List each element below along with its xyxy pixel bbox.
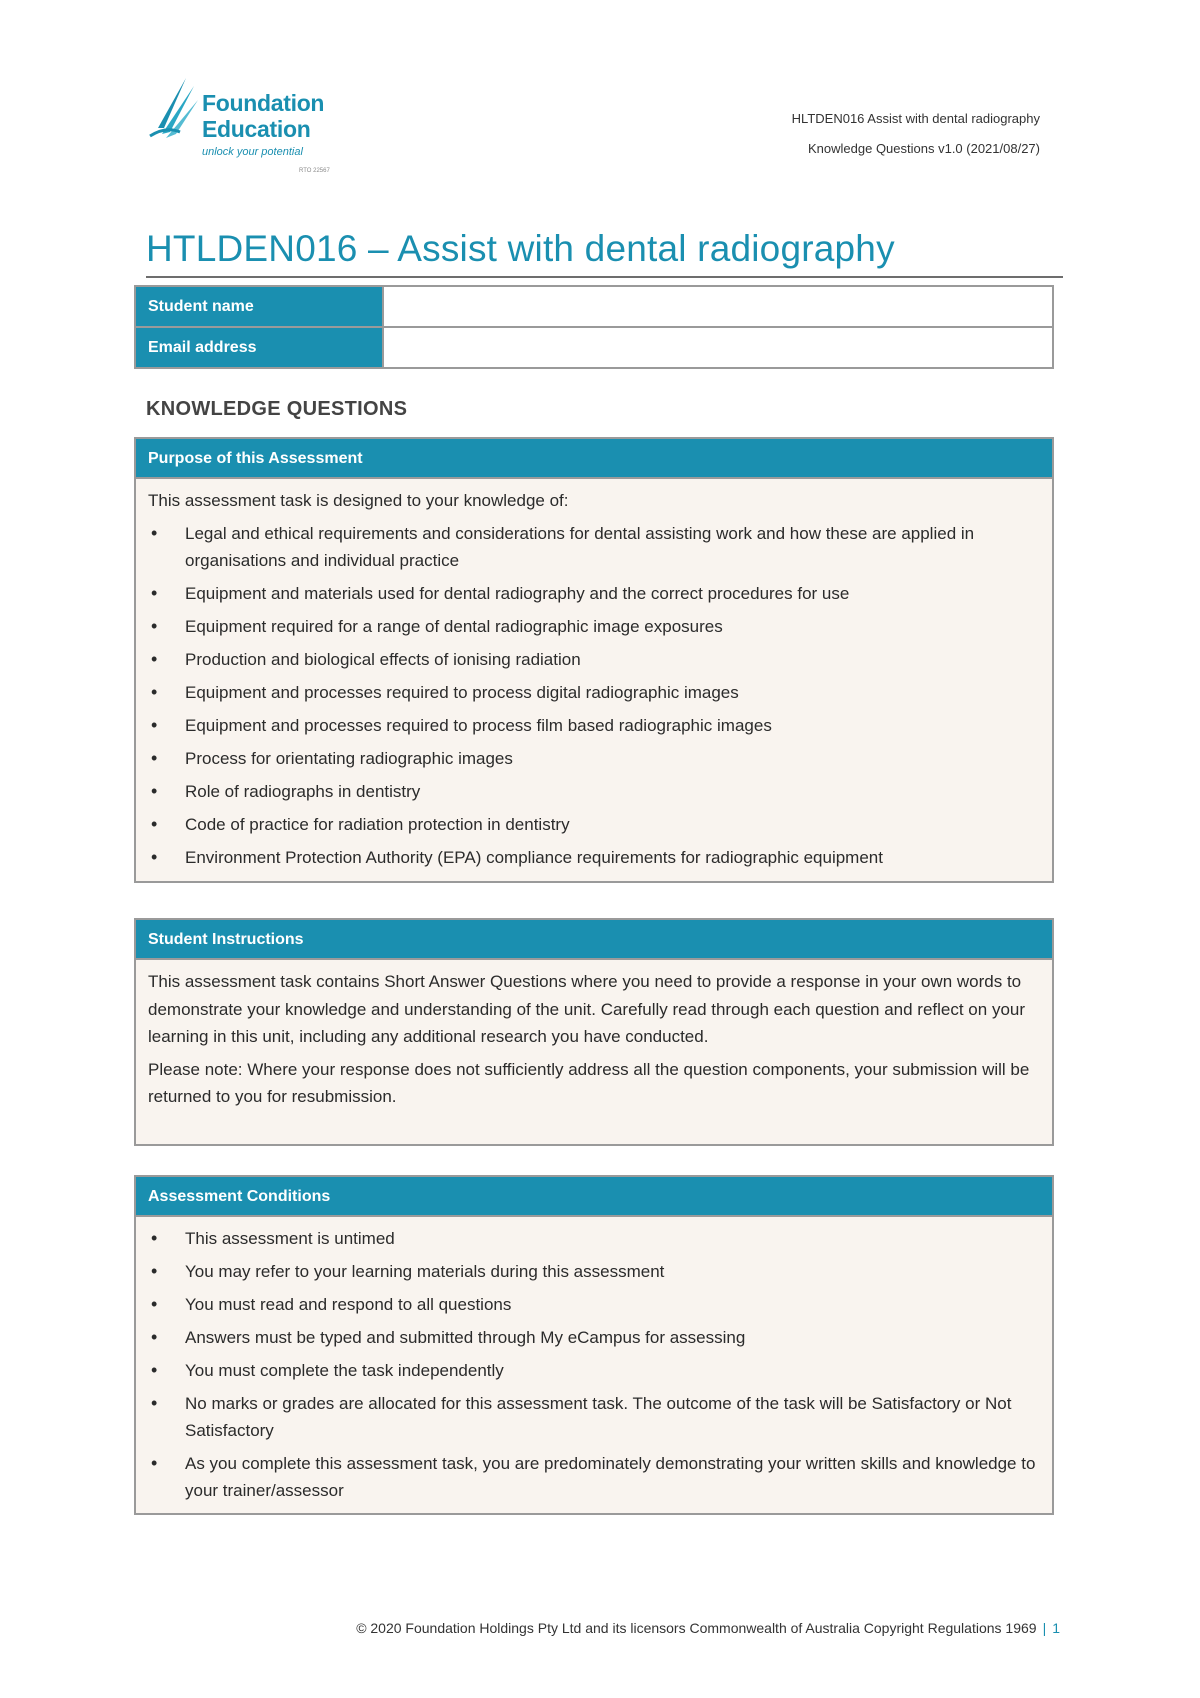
instructions-paragraph-1: This assessment task contains Short Answer Questions where you need to provide a response in your own words to demonstrate your knowledge and understanding of the unit. Carefully read through each question and reflect on your learning in this unit, including any additional research you have conducted. xyxy=(148,972,1026,1046)
list-item: • Equipment and processes required to process digital radiographic images xyxy=(148,679,1040,706)
list-item: • You may refer to your learning materials during this assessment xyxy=(148,1258,1040,1285)
list-item: • Equipment required for a range of dental radiographic image exposures xyxy=(148,613,1040,640)
conditions-box xyxy=(134,1175,1054,1515)
leaf-logo-icon xyxy=(146,76,206,146)
logo-rto-number: RTO 22567 xyxy=(299,168,330,174)
list-item: • Production and biological effects of ionising radiation xyxy=(148,646,1040,673)
instructions-body xyxy=(136,960,1052,1122)
list-item: • Environment Protection Authority (EPA) compliance requirements for radiographic equipment xyxy=(148,844,1040,871)
logo-line-1: Foundation xyxy=(202,90,325,116)
page-title: HTLDEN016 – Assist with dental radiography xyxy=(146,228,895,269)
header-meta xyxy=(792,104,1040,164)
conditions-body xyxy=(136,1217,1052,1516)
footer-copyright: © 2020 Foundation Holdings Pty Ltd and its licensors Commonwealth of Australia Copyright Regulations 1969 xyxy=(356,1620,1037,1636)
header-unit-line: HLTDEN016 Assist with dental radiography xyxy=(791,111,1040,126)
conditions-list xyxy=(148,1225,1040,1504)
purpose-box xyxy=(134,437,1054,883)
instructions-box xyxy=(134,918,1054,1146)
footer-separator: | xyxy=(1042,1620,1047,1636)
instructions-heading: Student Instructions xyxy=(136,920,1052,960)
list-item: • As you complete this assessment task, you are predominately demonstrating your written skills and knowledge to your trainer/assessor xyxy=(148,1450,1040,1504)
page-number: 1 xyxy=(1052,1620,1060,1636)
list-item: • Role of radiographs in dentistry xyxy=(148,778,1040,805)
list-item: • Equipment and processes required to process film based radiographic images xyxy=(148,712,1040,739)
list-item: • No marks or grades are allocated for this assessment task. The outcome of the task will be Satisfactory or Not Satisfactory xyxy=(148,1390,1040,1444)
logo-tagline: unlock your potential xyxy=(202,146,303,158)
purpose-body xyxy=(136,479,1052,883)
list-item: • Legal and ethical requirements and considerations for dental assisting work and how these are applied in organisations and individual practice xyxy=(148,520,1040,574)
list-item: • Equipment and materials used for dental radiography and the correct procedures for use xyxy=(148,580,1040,607)
title-divider xyxy=(146,276,1063,278)
conditions-heading: Assessment Conditions xyxy=(136,1177,1052,1217)
list-item: • Code of practice for radiation protection in dentistry xyxy=(148,811,1040,838)
student-name-label: Student name xyxy=(135,286,383,327)
header-version-line: Knowledge Questions v1.0 (2021/08/27) xyxy=(808,141,1040,156)
list-item: • Answers must be typed and submitted through My eCampus for assessing xyxy=(148,1324,1040,1351)
student-name-field[interactable] xyxy=(383,286,1053,327)
page-footer xyxy=(356,1620,1060,1636)
student-name-row xyxy=(135,286,1053,327)
email-row xyxy=(135,327,1053,368)
foundation-education-logo xyxy=(146,76,376,181)
email-label: Email address xyxy=(135,327,383,368)
purpose-heading: Purpose of this Assessment xyxy=(136,439,1052,479)
purpose-list xyxy=(148,520,1040,871)
student-details-table xyxy=(134,285,1054,369)
logo-wordmark xyxy=(202,90,324,142)
email-field[interactable] xyxy=(383,327,1053,368)
list-item: • You must read and respond to all questions xyxy=(148,1291,1040,1318)
instructions-paragraph-2: Please note: Where your response does not sufficiently address all the question components, your submission will be returned to you for resubmission. xyxy=(148,1059,1030,1106)
list-item: • This assessment is untimed xyxy=(148,1225,1040,1252)
list-item: • Process for orientating radiographic images xyxy=(148,745,1040,772)
list-item: • You must complete the task independently xyxy=(148,1357,1040,1384)
purpose-intro: This assessment task is designed to your knowledge of: xyxy=(148,491,569,510)
section-heading: KNOWLEDGE QUESTIONS xyxy=(146,398,408,420)
logo-line-2: Education xyxy=(202,116,311,142)
